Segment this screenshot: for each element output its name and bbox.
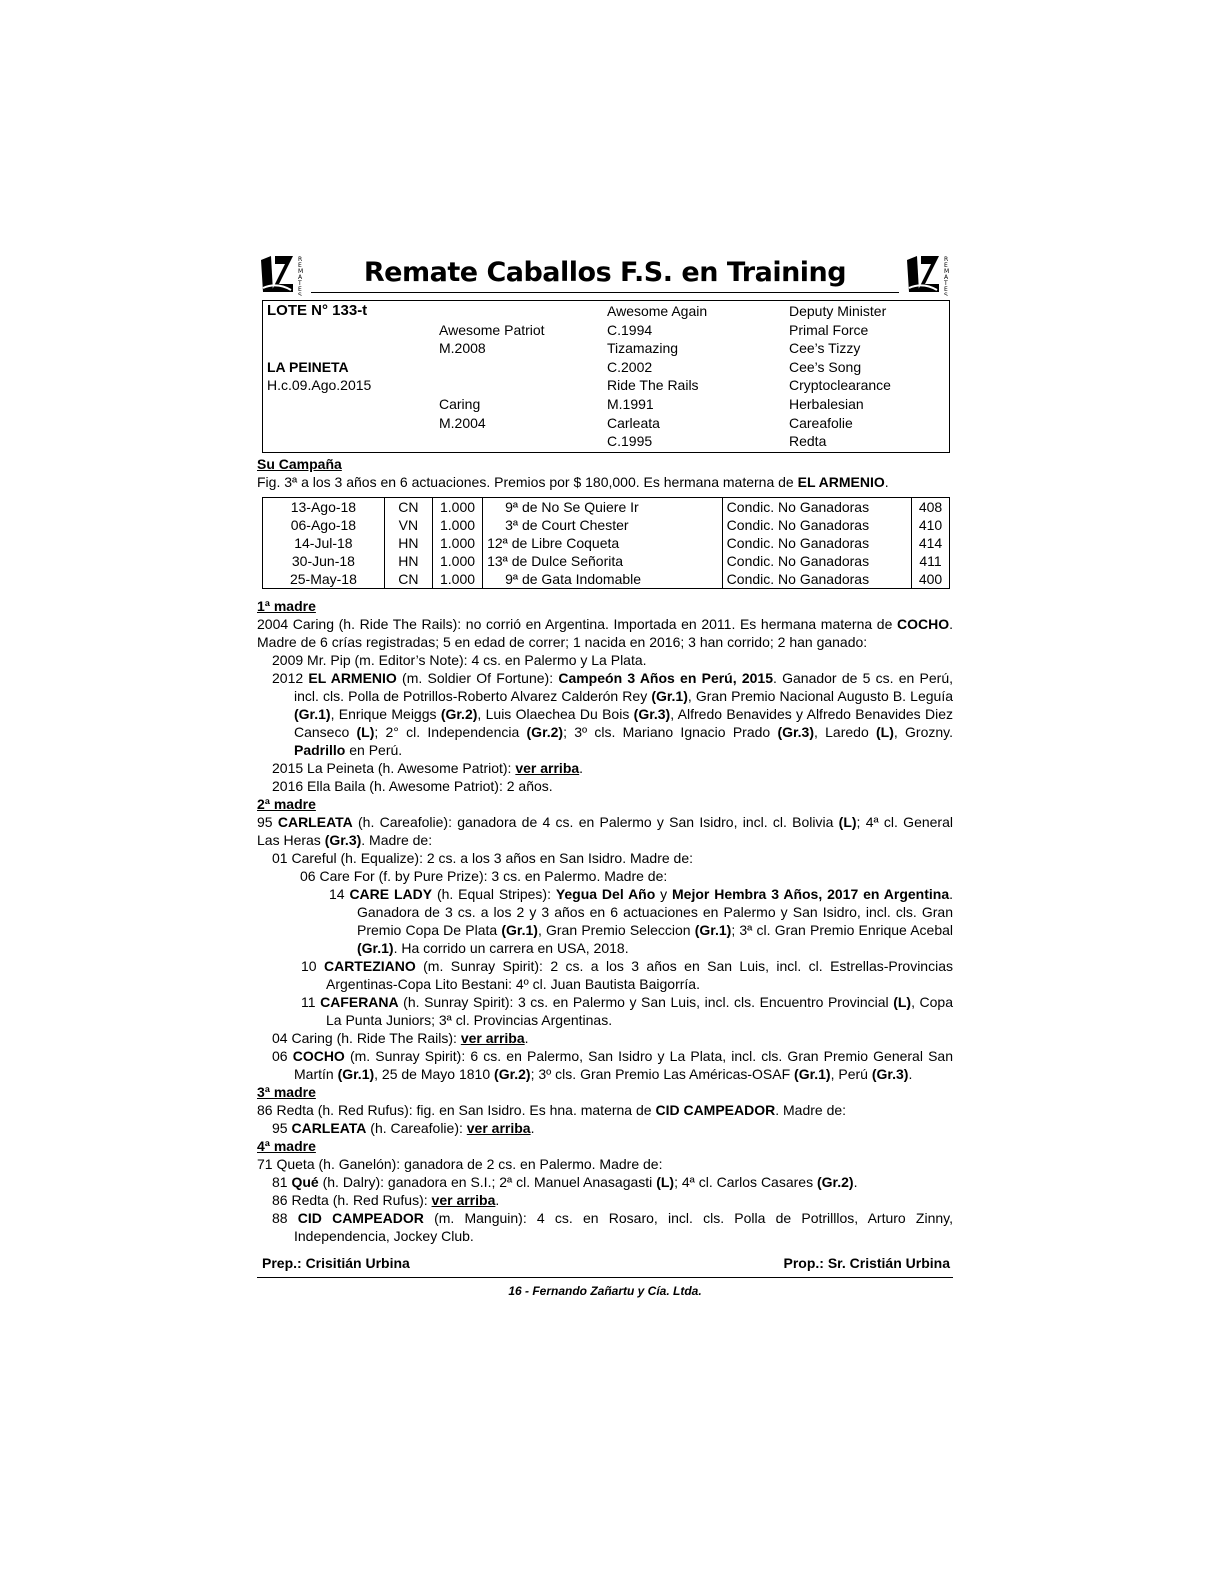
campaign-table bbox=[262, 497, 950, 589]
ver-arriba-link[interactable]: ver arriba bbox=[466, 1120, 531, 1136]
catalog-page bbox=[257, 250, 953, 1300]
ver-arriba-link[interactable]: ver arriba bbox=[431, 1192, 496, 1208]
remates-logo bbox=[903, 252, 953, 296]
pedigree-greatgrandparents-column bbox=[789, 302, 891, 451]
great-grandparent: Cee’s Song bbox=[789, 358, 862, 375]
dam1-offspring: 2016 Ella Baila (h. Awesome Patriot): 2 años. bbox=[272, 778, 553, 794]
page-header bbox=[257, 250, 953, 300]
svg-text:T: T bbox=[298, 280, 302, 287]
dam1-offspring: 2012 EL ARMENIO (m. Soldier Of Fortune): Campeón 3 Años en Perú, 2015. Ganador de 5 cs. en Perú, incl. cls. Polla de Potrillos-Roberto Alvarez Calderón Rey (Gr.1), Gran Premio Nacional Augusto B. Leguía (Gr.1), Enrique Meiggs (Gr.2), Luis Olaechea Du Bois (Gr.3), Alfredo Benavides y Alfredo Benavides Diez Canseco (L); 2° cl. Independencia (Gr.2); 3º cls. Mariano Ignacio Prado (Gr.3), Laredo (L), Grozny. Padrillo en Perú. bbox=[272, 670, 953, 758]
great-grandparent: Cee’s Tizzy bbox=[789, 340, 861, 357]
grandparent-year: C.2002 bbox=[607, 358, 653, 375]
svg-text:M: M bbox=[944, 268, 950, 275]
pedigree-horse-column bbox=[267, 302, 371, 395]
dam4-offspring: 81 Qué (h. Dalry): ganadora en S.I.; 2ª cl. Manuel Anasagasti (L); 4ª cl. Carlos Casares (Gr.2). bbox=[272, 1174, 858, 1190]
pedigree-parents-column bbox=[439, 302, 545, 432]
campaign-heading: Su Campaña bbox=[257, 456, 342, 472]
great-grandparent: Careafolie bbox=[789, 414, 853, 431]
dam3-heading: 3ª madre bbox=[257, 1084, 316, 1100]
great-grandparent: Primal Force bbox=[789, 321, 869, 338]
svg-text:E: E bbox=[298, 286, 302, 293]
dam-name: Caring bbox=[439, 395, 481, 412]
dam2-grand-offspring: 10 CARTEZIANO (m. Sunray Spirit): 2 cs. a los 3 años en San Luis, incl. cl. Estrellas-Provincias Argentinas-Copa Lito Bestani: 4º cl. Juan Bautista Baigorría. bbox=[301, 958, 953, 992]
lot-number: LOTE N° 133-t bbox=[267, 302, 368, 319]
dam2-great-grand-offspring: 14 CARE LADY (h. Equal Stripes): Yegua Del Año y Mejor Hembra 3 Años, 2017 en Argentina. Ganadora de 3 cs. a los 2 y 3 años en 6 actuaciones en Palermo y San Isidro, incl. cls. Gran Premio Copa De Plata (Gr.1), Gran Premio Seleccion (Gr.1); 3ª cl. Gran Premio Enrique Acebal (Gr.1). Ha corrido un carrera en USA, 2018. bbox=[329, 886, 954, 956]
pedigree-box bbox=[262, 300, 950, 453]
dam3-offspring: 95 CARLEATA (h. Careafolie): ver arriba. bbox=[272, 1120, 535, 1136]
table-row: 14-Jul-18 HN 1.000 12ª de Libre Coqueta Condic. No Ganadoras 414 bbox=[263, 534, 950, 552]
dam2-summary: 95 CARLEATA (h. Careafolie): ganadora de 4 cs. en Palermo y San Isidro, incl. cl. Bolivia (L); 4ª cl. General Las Heras (Gr.3). Madre de: bbox=[257, 814, 953, 848]
dam4-offspring: 88 CID CAMPEADOR (m. Manguin): 4 cs. en Rosaro, incl. cls. Polla de Potrilllos, Arturo Zinny, Independencia, Jockey Club. bbox=[272, 1210, 954, 1244]
great-grandparent: Cryptoclearance bbox=[789, 377, 891, 394]
remates-logo bbox=[257, 252, 307, 296]
svg-text:A: A bbox=[944, 274, 949, 281]
svg-text:S: S bbox=[944, 292, 948, 296]
svg-text:S: S bbox=[298, 292, 302, 296]
dam-year: M.2004 bbox=[439, 414, 486, 431]
ver-arriba-link[interactable]: ver arriba bbox=[460, 1030, 525, 1046]
grandparent: Ride The Rails bbox=[607, 377, 699, 394]
grandparent-year: M.1991 bbox=[607, 395, 654, 412]
sire-name: Awesome Patriot bbox=[439, 321, 545, 338]
great-grandparent: Deputy Minister bbox=[789, 303, 887, 319]
grandparent-year: C.1994 bbox=[607, 321, 653, 338]
dam1-summary: 2004 Caring (h. Ride The Rails): no corrió en Argentina. Importada en 2011. Es hermana materna de COCHO. Madre de 6 crías registradas; 5 en edad de correr; 1 nacida en 2016; 3 han corrido; 2 han ganado: bbox=[257, 616, 953, 650]
svg-text:T: T bbox=[944, 280, 948, 287]
dam2-offspring: 06 COCHO (m. Sunray Spirit): 6 cs. en Palermo, San Isidro y La Plata, incl. cls. Gran Premio General San Martín (Gr.1), 25 de Mayo 1810 (Gr.2); 3º cls. Gran Premio Las Américas-OSAF (Gr.1), Perú (Gr.3). bbox=[272, 1048, 953, 1082]
dam1-offspring: 2015 La Peineta (h. Awesome Patriot): ver arriba. bbox=[272, 760, 584, 776]
table-row: 25-May-18 CN 1.000 9ª de Gata Indomable Condic. No Ganadoras 400 bbox=[263, 570, 950, 589]
dam4-heading: 4ª madre bbox=[257, 1138, 316, 1154]
grandparent: Tizamazing bbox=[607, 340, 679, 357]
table-row: 13-Ago-18 CN 1.000 9ª de No Se Quiere Ir Condic. No Ganadoras 408 bbox=[263, 498, 950, 517]
dam1-heading: 1ª madre bbox=[257, 598, 316, 614]
dam1-offspring: 2009 Mr. Pip (m. Editor’s Note): 4 cs. en Palermo y La Plata. bbox=[272, 652, 647, 668]
dam4-offspring: 86 Redta (h. Red Rufus): ver arriba. bbox=[272, 1192, 500, 1208]
great-grandparent: Redta bbox=[789, 433, 827, 450]
grandparent-year: C.1995 bbox=[607, 433, 653, 450]
svg-text:R: R bbox=[944, 256, 949, 263]
dam3-summary: 86 Redta (h. Red Rufus): fig. en San Isidro. Es hna. materna de CID CAMPEADOR. Madre de: bbox=[257, 1102, 847, 1118]
owner: Prop.: Sr. Cristián Urbina bbox=[783, 1255, 950, 1271]
svg-text:R: R bbox=[298, 256, 303, 263]
preparer: Prep.: Crisitián Urbina bbox=[262, 1255, 410, 1271]
svg-text:E: E bbox=[944, 286, 948, 293]
page-footer bbox=[257, 1251, 953, 1275]
campaign-summary: Fig. 3ª a los 3 años en 6 actuaciones. Premios por $ 180,000. Es hermana materna de EL ARMENIO. bbox=[257, 474, 889, 490]
great-grandparent: Herbalesian bbox=[789, 395, 864, 412]
grandparent: Carleata bbox=[607, 414, 660, 431]
page-number: 16 - Fernando Zañartu y Cía. Ltda. bbox=[508, 1284, 702, 1298]
footer-divider bbox=[257, 1277, 953, 1278]
dam2-heading: 2ª madre bbox=[257, 796, 316, 812]
table-row: 06-Ago-18 VN 1.000 3ª de Court Chester Condic. No Ganadoras 410 bbox=[263, 516, 950, 534]
dam2-offspring: 04 Caring (h. Ride The Rails): ver arriba. bbox=[272, 1030, 529, 1046]
page-title: Remate Caballos F.S. en Training bbox=[311, 256, 899, 293]
horse-info: H.c.09.Ago.2015 bbox=[267, 377, 372, 394]
dam4-summary: 71 Queta (h. Ganelón): ganadora de 2 cs. en Palermo. Madre de: bbox=[257, 1156, 663, 1172]
pedigree-grandparents-column bbox=[607, 302, 707, 451]
table-row: 30-Jun-18 HN 1.000 13ª de Dulce Señorita Condic. No Ganadoras 411 bbox=[263, 552, 950, 570]
grandparent: Awesome Again bbox=[607, 303, 708, 319]
dam2-grand-offspring: 11 CAFERANA (h. Sunray Spirit): 3 cs. en Palermo y San Luis, incl. cls. Encuentro Provincial (L), Copa La Punta Juniors; 3ª cl. Provincias Argentinas. bbox=[301, 994, 953, 1028]
ver-arriba-link[interactable]: ver arriba bbox=[515, 760, 580, 776]
horse-name: LA PEINETA bbox=[267, 358, 349, 375]
dam2-grand-offspring: 06 Care For (f. by Pure Prize): 3 cs. en Palermo. Madre de: bbox=[300, 868, 668, 884]
svg-text:M: M bbox=[298, 268, 304, 275]
sire-year: M.2008 bbox=[439, 340, 486, 357]
dam2-offspring: 01 Careful (h. Equalize): 2 cs. a los 3 años en San Isidro. Madre de: bbox=[272, 850, 694, 866]
svg-text:E: E bbox=[298, 262, 302, 269]
svg-text:E: E bbox=[944, 262, 948, 269]
svg-text:A: A bbox=[298, 274, 303, 281]
